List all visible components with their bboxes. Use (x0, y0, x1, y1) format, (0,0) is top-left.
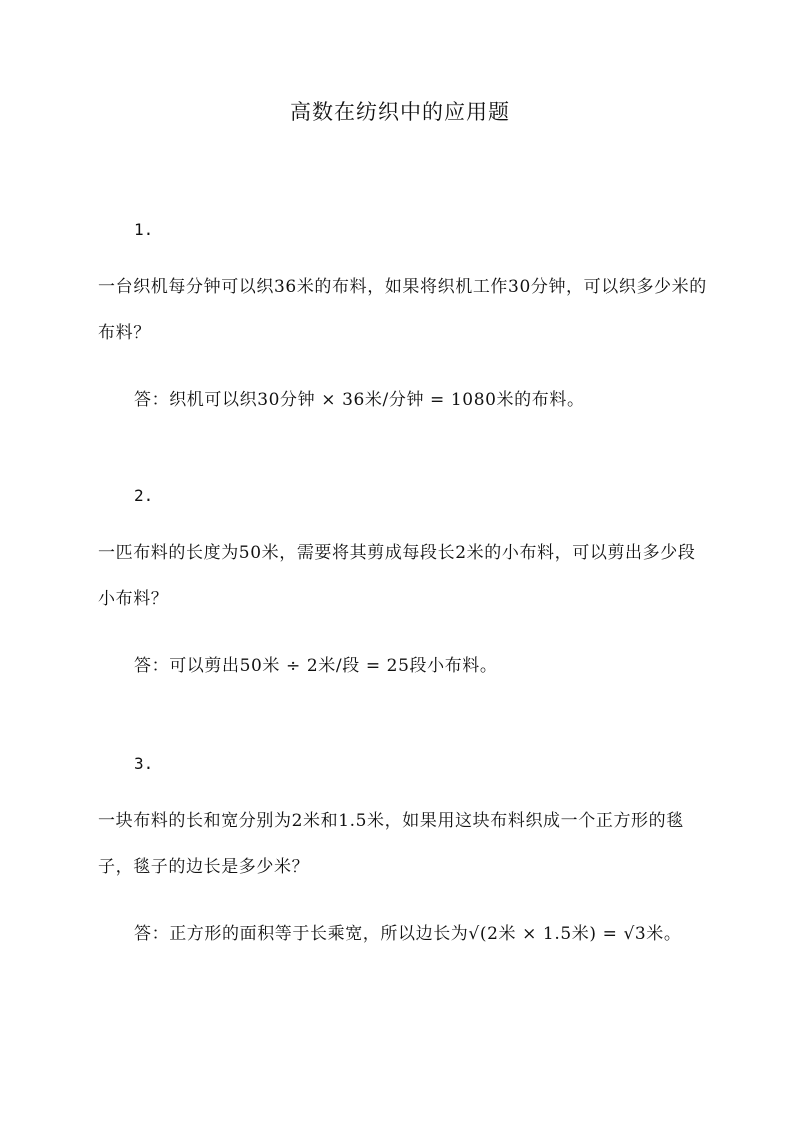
problem-answer: 答：正方形的面积等于长乘宽，所以边长为√(2米 × 1.5米) = √3米。 (134, 924, 682, 944)
problem-question: 一匹布料的长度为50米，需要将其剪成每段长2米的小布料，可以剪出多少段小布料？ (98, 543, 696, 609)
problem-2 (98, 484, 708, 692)
problem-answer: 答：可以剪出50米 ÷ 2米/段 = 25段小布料。 (134, 656, 498, 676)
document-title: 高数在纺织中的应用题 (290, 100, 510, 124)
problem-1 (98, 218, 708, 426)
problem-question: 一块布料的长和宽分别为2米和1.5米，如果用这块布料织成一个正方形的毯子，毯子的边长是多少米？ (98, 811, 684, 877)
problem-3 (98, 752, 708, 960)
problem-question: 一台织机每分钟可以织36米的布料，如果将织机工作30分钟，可以织多少米的布料？ (98, 277, 707, 343)
problem-number: 3. (134, 754, 154, 773)
problem-answer: 答：织机可以织30分钟 × 36米/分钟 = 1080米的布料。 (134, 390, 585, 410)
problem-number: 1. (134, 220, 154, 239)
problem-number: 2. (134, 486, 154, 505)
